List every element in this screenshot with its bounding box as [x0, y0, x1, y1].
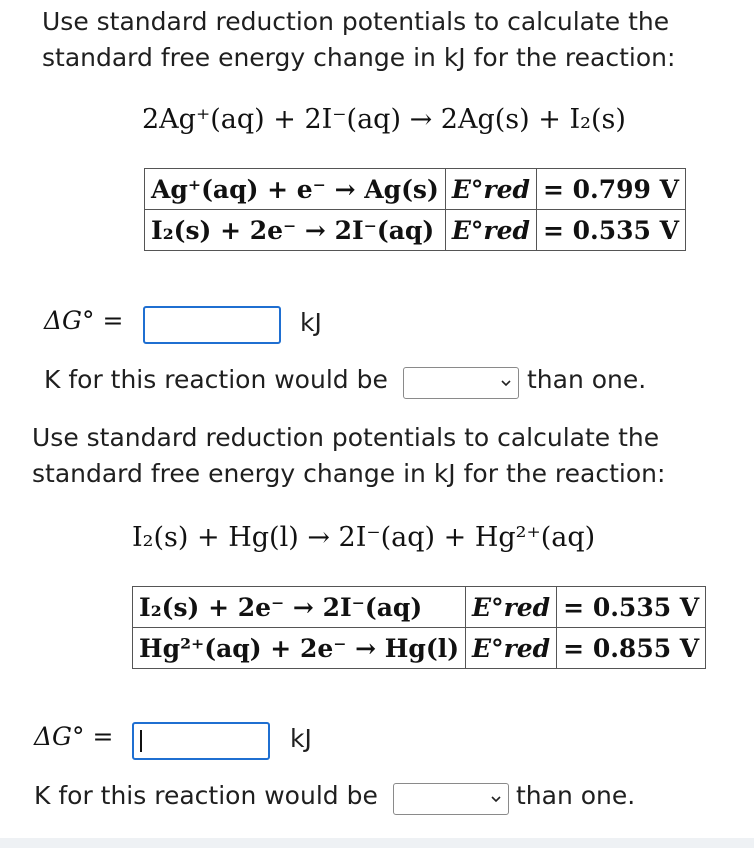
e-red-label: E°red [466, 628, 557, 669]
problem2-k-suffix: than one. [516, 781, 636, 810]
problem1-half-reaction-table [144, 168, 686, 251]
problem1-instructions: Use standard reduction potentials to calculate the standard free energy change in kJ for the reaction: [42, 7, 676, 72]
problem1-delta-g-label: ΔG° = [44, 306, 124, 335]
problem1-delta-g-input[interactable] [143, 306, 281, 344]
problem2-unit-label: kJ [290, 724, 312, 753]
bottom-divider [0, 838, 754, 848]
half-reaction-equation: Hg²⁺(aq) + 2e⁻ → Hg(l) [133, 628, 466, 669]
table-row [133, 587, 706, 628]
problem1-unit-label: kJ [300, 308, 322, 337]
e-red-value: = 0.855 V [557, 628, 706, 669]
e-red-label: E°red [445, 169, 536, 210]
half-reaction-equation: I₂(s) + 2e⁻ → 2I⁻(aq) [133, 587, 466, 628]
problem2-k-prefix: K for this reaction would be [34, 781, 378, 810]
e-red-label: E°red [445, 210, 536, 251]
problem2-half-reaction-table [132, 586, 706, 669]
half-reaction-equation: Ag⁺(aq) + e⁻ → Ag(s) [145, 169, 446, 210]
problem1-k-prefix: K for this reaction would be [44, 365, 388, 394]
text-cursor [140, 730, 142, 752]
half-reaction-equation: I₂(s) + 2e⁻ → 2I⁻(aq) [145, 210, 446, 251]
e-red-value: = 0.535 V [557, 587, 706, 628]
problem2-delta-g-input[interactable] [132, 722, 270, 760]
problem1-k-suffix: than one. [527, 365, 647, 394]
problem1-k-select[interactable] [403, 367, 519, 399]
table-row [145, 210, 686, 251]
e-red-value: = 0.535 V [536, 210, 685, 251]
problem2-instructions: Use standard reduction potentials to calculate the standard free energy change in kJ for the reaction: [32, 423, 666, 488]
table-row [145, 169, 686, 210]
problem1-reaction: 2Ag⁺(aq) + 2I⁻(aq) → 2Ag(s) + I₂(s) [142, 104, 626, 135]
problem2-delta-g-label: ΔG° = [34, 722, 114, 751]
e-red-value: = 0.799 V [536, 169, 685, 210]
e-red-label: E°red [466, 587, 557, 628]
table-row [133, 628, 706, 669]
chevron-down-icon [490, 790, 502, 809]
problem2-reaction: I₂(s) + Hg(l) → 2I⁻(aq) + Hg²⁺(aq) [132, 522, 596, 553]
problem2-k-select[interactable] [393, 783, 509, 815]
chevron-down-icon [500, 374, 512, 393]
